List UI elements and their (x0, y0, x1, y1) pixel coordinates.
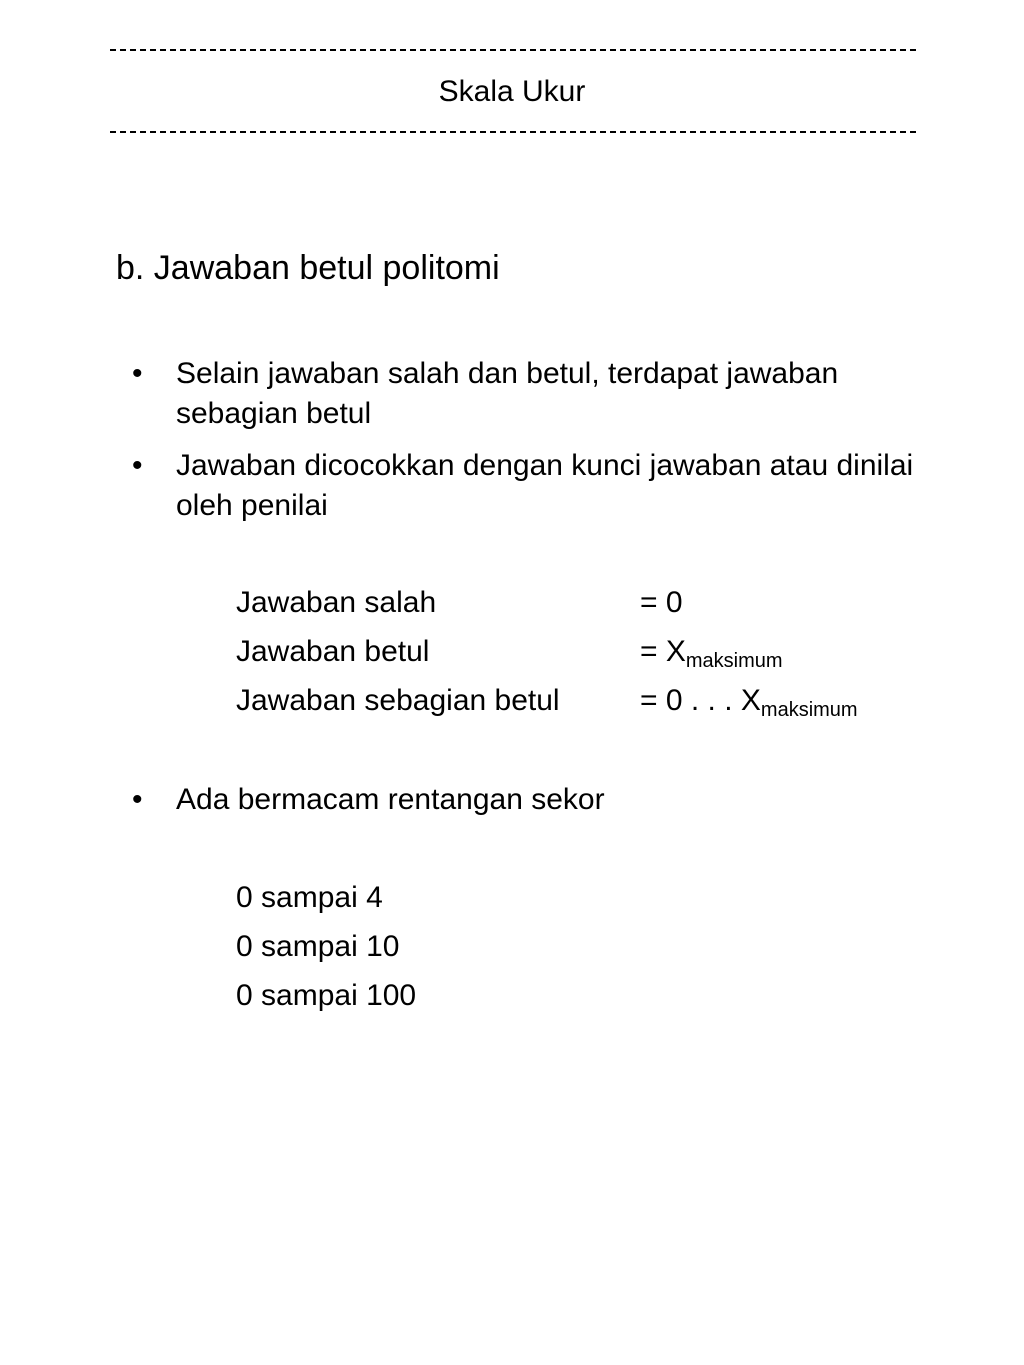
bullet-marker: • (132, 449, 143, 482)
bullet-text: Ada bermacam rentangan sekor (176, 783, 605, 816)
score-value-main: = 0 (640, 586, 683, 619)
score-value (640, 583, 683, 623)
score-label: Jawaban sebagian betul (236, 684, 560, 717)
range-item: 0 sampai 10 (236, 930, 400, 963)
header-rule-bottom (110, 131, 916, 133)
bullet-text: Selain jawaban salah dan betul, terdapat jawaban sebagian betul (176, 357, 839, 430)
section-title: b. Jawaban betul politomi (116, 249, 500, 287)
range-item: 0 sampai 100 (236, 979, 417, 1012)
score-label: Jawaban betul (236, 635, 430, 668)
score-value-subscript: maksimum (760, 699, 858, 721)
range-item: 0 sampai 4 (236, 881, 383, 914)
score-value-main: = 0 . . . X (640, 684, 761, 717)
score-value (640, 681, 858, 721)
header-title: Skala Ukur (438, 75, 586, 108)
score-value (640, 632, 783, 672)
bullet-text: Jawaban dicocokkan dengan kunci jawaban atau dinilai oleh penilai (176, 449, 914, 522)
score-label: Jawaban salah (236, 586, 437, 619)
bullet-marker: • (132, 783, 143, 816)
score-value-main: = X (640, 635, 686, 668)
header-rule-top (110, 49, 916, 51)
bullet-marker: • (132, 357, 143, 390)
score-value-subscript: maksimum (685, 650, 783, 672)
